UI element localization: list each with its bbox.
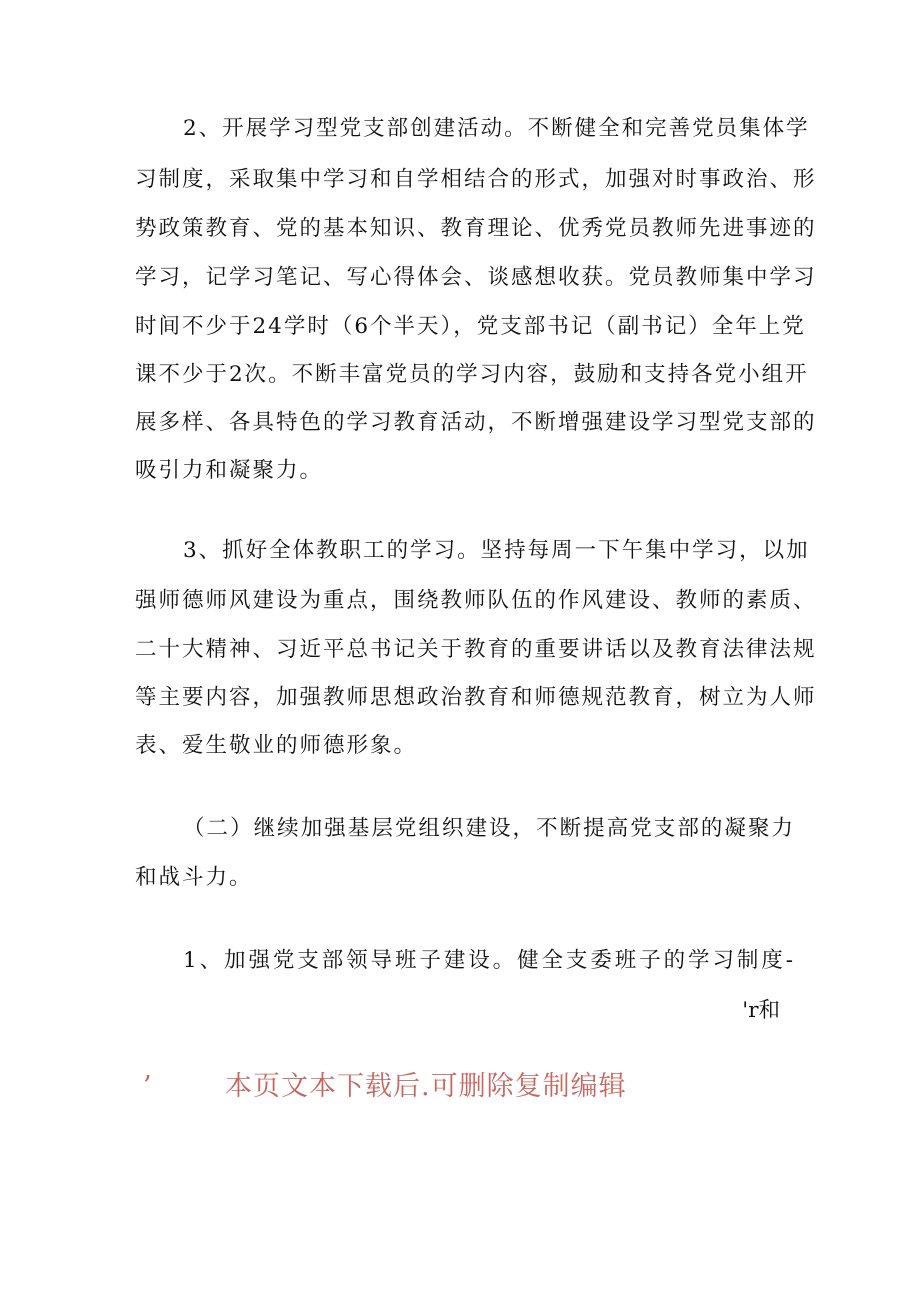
- paragraph-3-line-1: 1、加强党支部领导班子建设。健全支委班子的学习制度-: [183, 948, 795, 973]
- paragraph-3-fragment: 'r和: [742, 998, 780, 1023]
- watermark-mark: ’: [143, 1071, 153, 1102]
- section-heading-line-1: （二）继续加强基层党组织建设，不断提高党支部的凝聚力: [183, 816, 795, 841]
- watermark-text: 本页文本下载后.可删除复制编辑: [225, 1071, 627, 1102]
- paragraph-1-line-8: 吸引力和凝聚力。: [135, 458, 324, 483]
- paragraph-1-line-1: 2、开展学习型党支部创建活动。不断健全和完善党员集体学: [183, 116, 810, 141]
- paragraph-2-line-2: 强师德师风建设为重点，围绕教师队伍的作风建设、教师的素质、: [135, 588, 817, 613]
- paragraph-1-line-6: 课不少于2次。不断丰富党员的学习内容，鼓励和支持各党小组开: [135, 362, 809, 387]
- paragraph-1-line-4: 学习，记学习笔记、写心得体会、谈感想收获。党员教师集中学习: [135, 265, 817, 290]
- paragraph-2-line-4: 等主要内容，加强教师思想政治教育和师德规范教育，树立为人师: [135, 685, 817, 710]
- paragraph-1-line-5: 时间不少于24学时（6个半天），党支部书记（副书记）全年上党: [135, 314, 806, 339]
- paragraph-2-line-5: 表、爱生敬业的师德形象。: [135, 733, 418, 758]
- paragraph-1-line-3: 势政策教育、党的基本知识、教育理论、优秀党员教师先进事迹的: [135, 216, 817, 241]
- paragraph-1-line-2: 习制度，采取集中学习和自学相结合的形式，加强对时事政治、形: [135, 167, 817, 192]
- paragraph-1-line-7: 展多样、各具特色的学习教育活动，不断增强建设学习型党支部的: [135, 410, 817, 435]
- paragraph-2-line-3: 二十大精神、习近平总书记关于教育的重要讲话以及教育法律法规: [135, 637, 817, 662]
- paragraph-2-line-1: 3、抓好全体教职工的学习。坚持每周一下午集中学习，以加: [183, 538, 810, 563]
- section-heading-line-2: 和战斗力。: [135, 865, 253, 890]
